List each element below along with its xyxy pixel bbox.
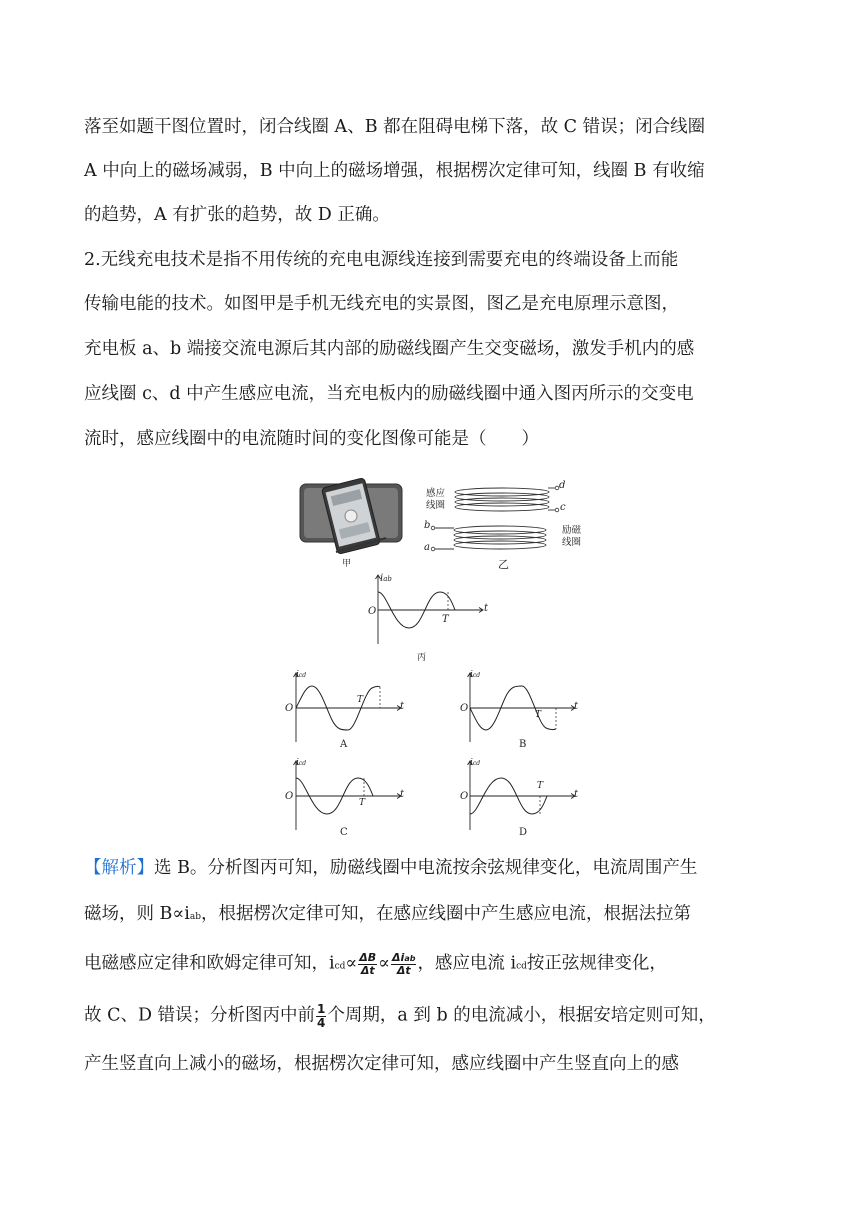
c-t-label: t xyxy=(400,789,405,800)
option-a-label: A xyxy=(340,739,348,750)
analysis-l3-a: 电磁感应定律和欧姆定律可知，i xyxy=(84,953,335,974)
analysis-l4-a: 故 C、D 错误；分析图丙中前 xyxy=(84,1005,316,1026)
frac2-num: Δi xyxy=(392,951,405,964)
a-axis-sub: cd xyxy=(298,672,307,679)
analysis-l3-sub2: cd xyxy=(516,961,527,972)
analysis-l2-a: 磁场，则 B∝i xyxy=(84,904,190,924)
a-period: T xyxy=(357,695,364,705)
a-origin: O xyxy=(285,703,294,714)
c-axis-i: i xyxy=(296,758,299,768)
option-graph-a xyxy=(282,668,412,748)
option-d-label: D xyxy=(519,827,528,838)
question-line-3: 充电板 a、b 端接交流电源后其内部的励磁线圈产生交变磁场，激发手机内的感 xyxy=(84,339,695,359)
label-jia: 甲 xyxy=(342,559,352,569)
question-line-2: 传输电能的技术。如图甲是手机无线充电的实景图，图乙是充电原理示意图， xyxy=(84,294,679,314)
c-axis-label xyxy=(296,758,306,768)
bing-t-label: t xyxy=(484,603,489,614)
analysis-line-5: 产生竖直向上减小的磁场，根据楞次定律可知，感应线圈中产生竖直向上的感 xyxy=(84,1054,679,1074)
quarter-num: 1 xyxy=(317,1002,326,1016)
analysis-line-2 xyxy=(84,903,784,926)
analysis-l1-text: 选 B。分析图丙可知，励磁线圈中电流按余弦规律变化，电流周围产生 xyxy=(154,858,698,878)
analysis-l3-sub1: cd xyxy=(334,961,346,972)
frac1-num: ΔB xyxy=(359,951,377,964)
b-t-label: t xyxy=(574,701,579,712)
frac2-num-wrap xyxy=(391,952,416,965)
analysis-l3-prop2: ∝ xyxy=(378,953,391,974)
analysis-l3-prop1: ∝ xyxy=(345,953,358,974)
analysis-l2-b: ，根据楞次定律可知，在感应线圈中产生感应电流，根据法拉第 xyxy=(201,904,692,924)
b-period: T xyxy=(535,710,542,720)
induction-coil-label: 感应 线圈 xyxy=(426,488,446,511)
quarter-den: 4 xyxy=(317,1015,326,1030)
frac2-den: Δt xyxy=(396,963,411,977)
analysis-line-3 xyxy=(84,952,784,976)
question-line-4: 应线圈 c、d 中产生感应电流，当充电板内的励磁线圈中通入图丙所示的交变电 xyxy=(84,384,694,404)
text-line-3: 的趋势，A 有扩张的趋势，故 D 正确。 xyxy=(84,205,390,225)
terminal-d: d xyxy=(559,480,566,491)
bing-axis-sub: ab xyxy=(383,575,392,583)
bing-period: T xyxy=(442,614,449,625)
frac2-num-sub: ab xyxy=(404,954,416,963)
bing-origin: O xyxy=(368,606,377,617)
phone-photo xyxy=(296,478,408,556)
d-t-label: t xyxy=(574,789,579,800)
c-origin: O xyxy=(285,791,294,802)
option-c-label: C xyxy=(340,827,348,838)
analysis-l4-b: 个周期，a 到 b 的电流减小，根据安培定则可知， xyxy=(327,1005,716,1026)
c-axis-sub: cd xyxy=(298,760,307,767)
frac1-den: Δt xyxy=(360,963,375,977)
question-line-1: 2.无线充电技术是指不用传统的充电电源线连接到需要充电的终端设备上而能 xyxy=(84,250,679,270)
analysis-l3-c: 按正弦规律变化， xyxy=(526,953,667,974)
bing-axis-label xyxy=(380,573,392,584)
fraction-dIab-dt xyxy=(391,952,416,976)
d-period: T xyxy=(537,781,544,791)
label-yi: 乙 xyxy=(498,558,509,571)
terminal-a: a xyxy=(424,542,430,553)
d-axis-i: i xyxy=(470,758,473,768)
c-period: T xyxy=(359,798,366,808)
analysis-tag: 【解析】 xyxy=(84,858,154,878)
label-bing: 丙 xyxy=(417,653,427,663)
a-t-label: t xyxy=(400,701,405,712)
analysis-line-4 xyxy=(84,1003,784,1029)
fraction-one-quarter xyxy=(316,1003,326,1029)
d-axis-sub: cd xyxy=(472,760,481,767)
a-axis-i: i xyxy=(296,670,299,680)
a-axis-label xyxy=(296,670,306,680)
terminal-b: b xyxy=(424,520,431,531)
bing-axis-i: i xyxy=(380,573,384,584)
b-axis-i: i xyxy=(470,670,473,680)
text-line-1: 落至如题干图位置时，闭合线圈 A、B 都在阻碍电梯下落，故 C 错误；闭合线圈 xyxy=(84,117,706,137)
option-graph-c xyxy=(282,756,412,836)
analysis-l2-sub: ab xyxy=(189,912,202,922)
b-axis-sub: cd xyxy=(472,672,481,679)
d-axis-label xyxy=(470,758,480,768)
d-origin: O xyxy=(460,791,469,802)
terminal-c: c xyxy=(560,502,566,513)
option-graph-d xyxy=(456,756,586,836)
text-line-2: A 中向上的磁场减弱，B 中向上的磁场增强，根据楞次定律可知，线圈 B 有收缩 xyxy=(84,161,705,181)
question-line-5: 流时，感应线圈中的电流随时间的变化图像可能是（ ） xyxy=(84,429,539,449)
analysis-l3-b: ，感应电流 i xyxy=(417,953,517,974)
analysis-line-1 xyxy=(84,857,784,880)
b-axis-label xyxy=(470,670,480,680)
excitation-coil-label: 励磁 线圈 xyxy=(562,525,582,548)
fraction-dB-dt xyxy=(358,952,377,976)
option-b-label: B xyxy=(519,739,527,750)
b-origin: O xyxy=(460,703,469,714)
option-graph-b xyxy=(456,668,586,748)
